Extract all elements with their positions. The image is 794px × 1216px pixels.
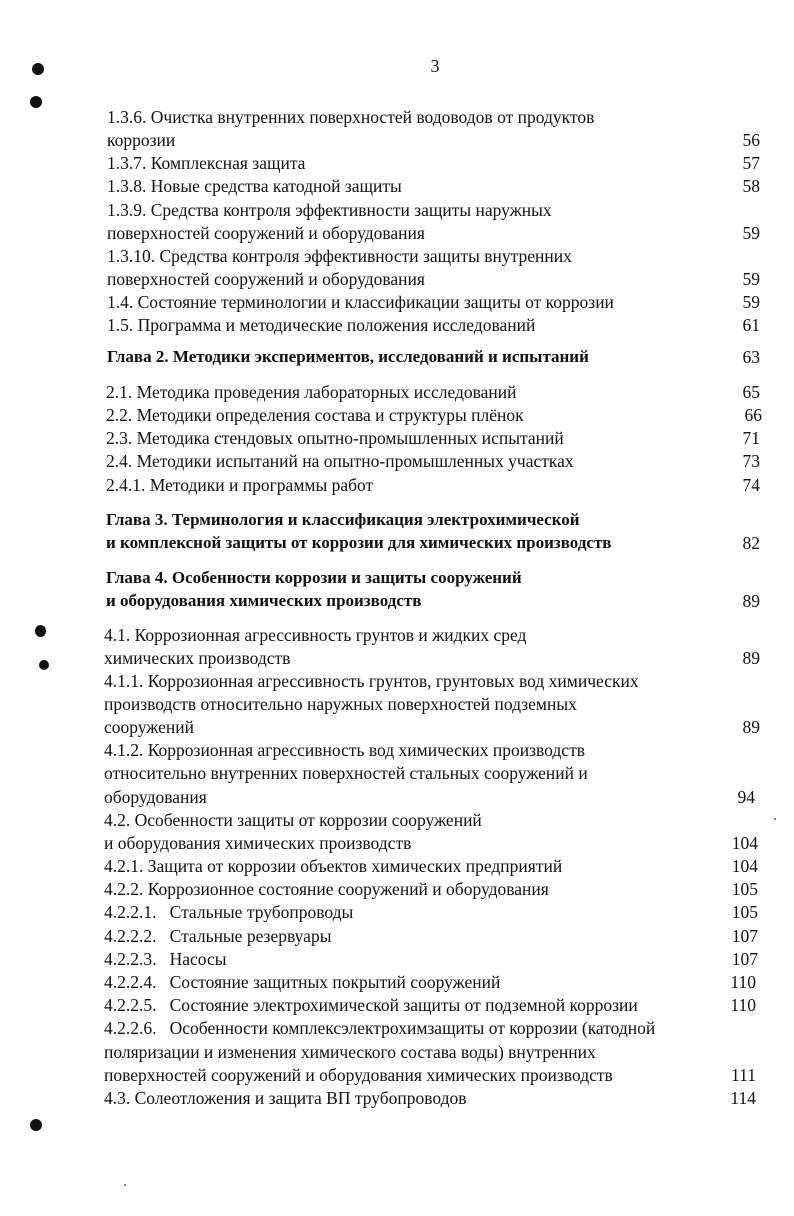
toc-line: 4.3. Солеотложения и защита ВП трубопроводов bbox=[104, 1088, 467, 1108]
toc-page-number: 63 bbox=[742, 347, 760, 367]
toc-line: 4.1.1. Коррозионная агрессивность грунтов, грунтовых вод химических bbox=[104, 671, 639, 691]
toc-line: 4.1.2. Коррозионная агрессивность вод химических производств bbox=[104, 740, 585, 760]
toc-line: 4.2. Особенности защиты от коррозии сооружений bbox=[104, 810, 482, 830]
toc-page-number: 107 bbox=[731, 949, 758, 969]
toc-page-number: 73 bbox=[742, 451, 760, 471]
toc-line: 1.3.8. Новые средства катодной защиты bbox=[107, 176, 402, 196]
toc-page-number: 114 bbox=[730, 1088, 756, 1108]
toc-page-number: 89 bbox=[742, 591, 760, 611]
toc-page-number: 56 bbox=[742, 130, 760, 150]
toc-line: 4.2.2.5. Состояние электрохимической защиты от подземной коррозии bbox=[104, 995, 638, 1015]
toc-page-number: 105 bbox=[731, 902, 758, 922]
toc-page-number: 57 bbox=[742, 153, 760, 173]
toc-chapter-heading: Глава 3. Терминология и классификация электрохимической bbox=[106, 510, 580, 529]
toc-line: 1.4. Состояние терминологии и классификации защиты от коррозии bbox=[107, 292, 614, 312]
toc-chapter-heading: Глава 4. Особенности коррозии и защиты сооружений bbox=[106, 568, 522, 587]
toc-page-number: 71 bbox=[742, 428, 760, 448]
toc-page-number: 82 bbox=[742, 533, 760, 553]
toc-line: относительно внутренних поверхностей стальных сооружений и bbox=[104, 763, 588, 783]
toc-line: 2.4. Методики испытаний на опытно-промышленных участках bbox=[106, 451, 574, 471]
toc-line: 1.5. Программа и методические положения исследований bbox=[107, 315, 536, 335]
toc-page-number: 65 bbox=[742, 382, 760, 402]
toc-line: 4.1. Коррозионная агрессивность грунтов и жидких сред bbox=[104, 625, 527, 645]
toc-line: 4.2.2. Коррозионное состояние сооружений и оборудования bbox=[104, 879, 549, 899]
toc-chapter-heading: и оборудования химических производств bbox=[106, 591, 422, 610]
toc-page-number: 74 bbox=[742, 475, 760, 495]
toc-page-number: 59 bbox=[742, 269, 760, 289]
toc-page-number: 104 bbox=[731, 833, 758, 853]
toc-page-number: 58 bbox=[742, 176, 760, 196]
toc-line: 1.3.9. Средства контроля эффективности защиты наружных bbox=[107, 200, 552, 220]
toc-page-number: 66 bbox=[744, 405, 762, 425]
toc-page-number: 61 bbox=[742, 315, 760, 335]
toc-line: поверхностей сооружений и оборудования bbox=[107, 223, 425, 243]
toc-line: 2.4.1. Методики и программы работ bbox=[106, 475, 374, 495]
toc-line: поверхностей сооружений и оборудования bbox=[107, 269, 425, 289]
page-number: 3 bbox=[430, 56, 440, 76]
toc-line: поверхностей сооружений и оборудования химических производств bbox=[104, 1065, 613, 1085]
toc-line: поляризации и изменения химического состава воды) внутренних bbox=[104, 1042, 596, 1062]
toc-line: 2.2. Методики определения состава и структуры плёнок bbox=[106, 405, 524, 425]
toc-line: 4.2.2.2. Стальные резервуары bbox=[104, 926, 332, 946]
toc-page-number: 104 bbox=[731, 856, 758, 876]
toc-line: 2.3. Методика стендовых опытно-промышленных испытаний bbox=[106, 428, 564, 448]
toc-page-number: 111 bbox=[731, 1065, 756, 1085]
toc-line: 1.3.10. Средства контроля эффективности защиты внутренних bbox=[107, 246, 572, 266]
toc-page-number: 89 bbox=[742, 717, 760, 737]
toc-line: оборудования bbox=[104, 787, 207, 807]
toc-line: химических производств bbox=[104, 648, 291, 668]
toc-page-number: 94 bbox=[737, 787, 755, 807]
toc-line: и оборудования химических производств bbox=[104, 833, 412, 853]
toc-line: 2.1. Методика проведения лабораторных исследований bbox=[106, 382, 517, 402]
toc-line: 4.2.2.4. Состояние защитных покрытий сооружений bbox=[104, 972, 501, 992]
toc-line: 4.2.2.6. Особенности комплексэлектрохимзащиты от коррозии (катодной bbox=[104, 1018, 656, 1038]
toc-page-number: 110 bbox=[730, 995, 756, 1015]
toc-page-number: 89 bbox=[742, 648, 760, 668]
toc-line: 4.2.2.1. Стальные трубопроводы bbox=[104, 902, 354, 922]
toc-line: 4.2.2.3. Насосы bbox=[104, 949, 227, 969]
toc-page-number: 105 bbox=[731, 879, 758, 899]
toc-line: 4.2.1. Защита от коррозии объектов химических предприятий bbox=[104, 856, 563, 876]
toc-line: 1.3.6. Очистка внутренних поверхностей водоводов от продуктов bbox=[107, 107, 595, 127]
toc-page-number: 107 bbox=[731, 926, 758, 946]
toc-page-number: 59 bbox=[742, 223, 760, 243]
toc-line: сооружений bbox=[104, 717, 195, 737]
toc-chapter-heading: Глава 2. Методики экспериментов, исследований и испытаний bbox=[107, 347, 589, 366]
toc-chapter-heading: и комплексной защиты от коррозии для химических производств bbox=[106, 533, 612, 552]
toc-page-number: 59 bbox=[742, 292, 760, 312]
toc-line: коррозии bbox=[107, 130, 176, 150]
toc-line: производств относительно наружных поверхностей подземных bbox=[104, 694, 577, 714]
toc-page-number: 110 bbox=[730, 972, 756, 992]
toc-line: 1.3.7. Комплексная защита bbox=[107, 153, 306, 173]
